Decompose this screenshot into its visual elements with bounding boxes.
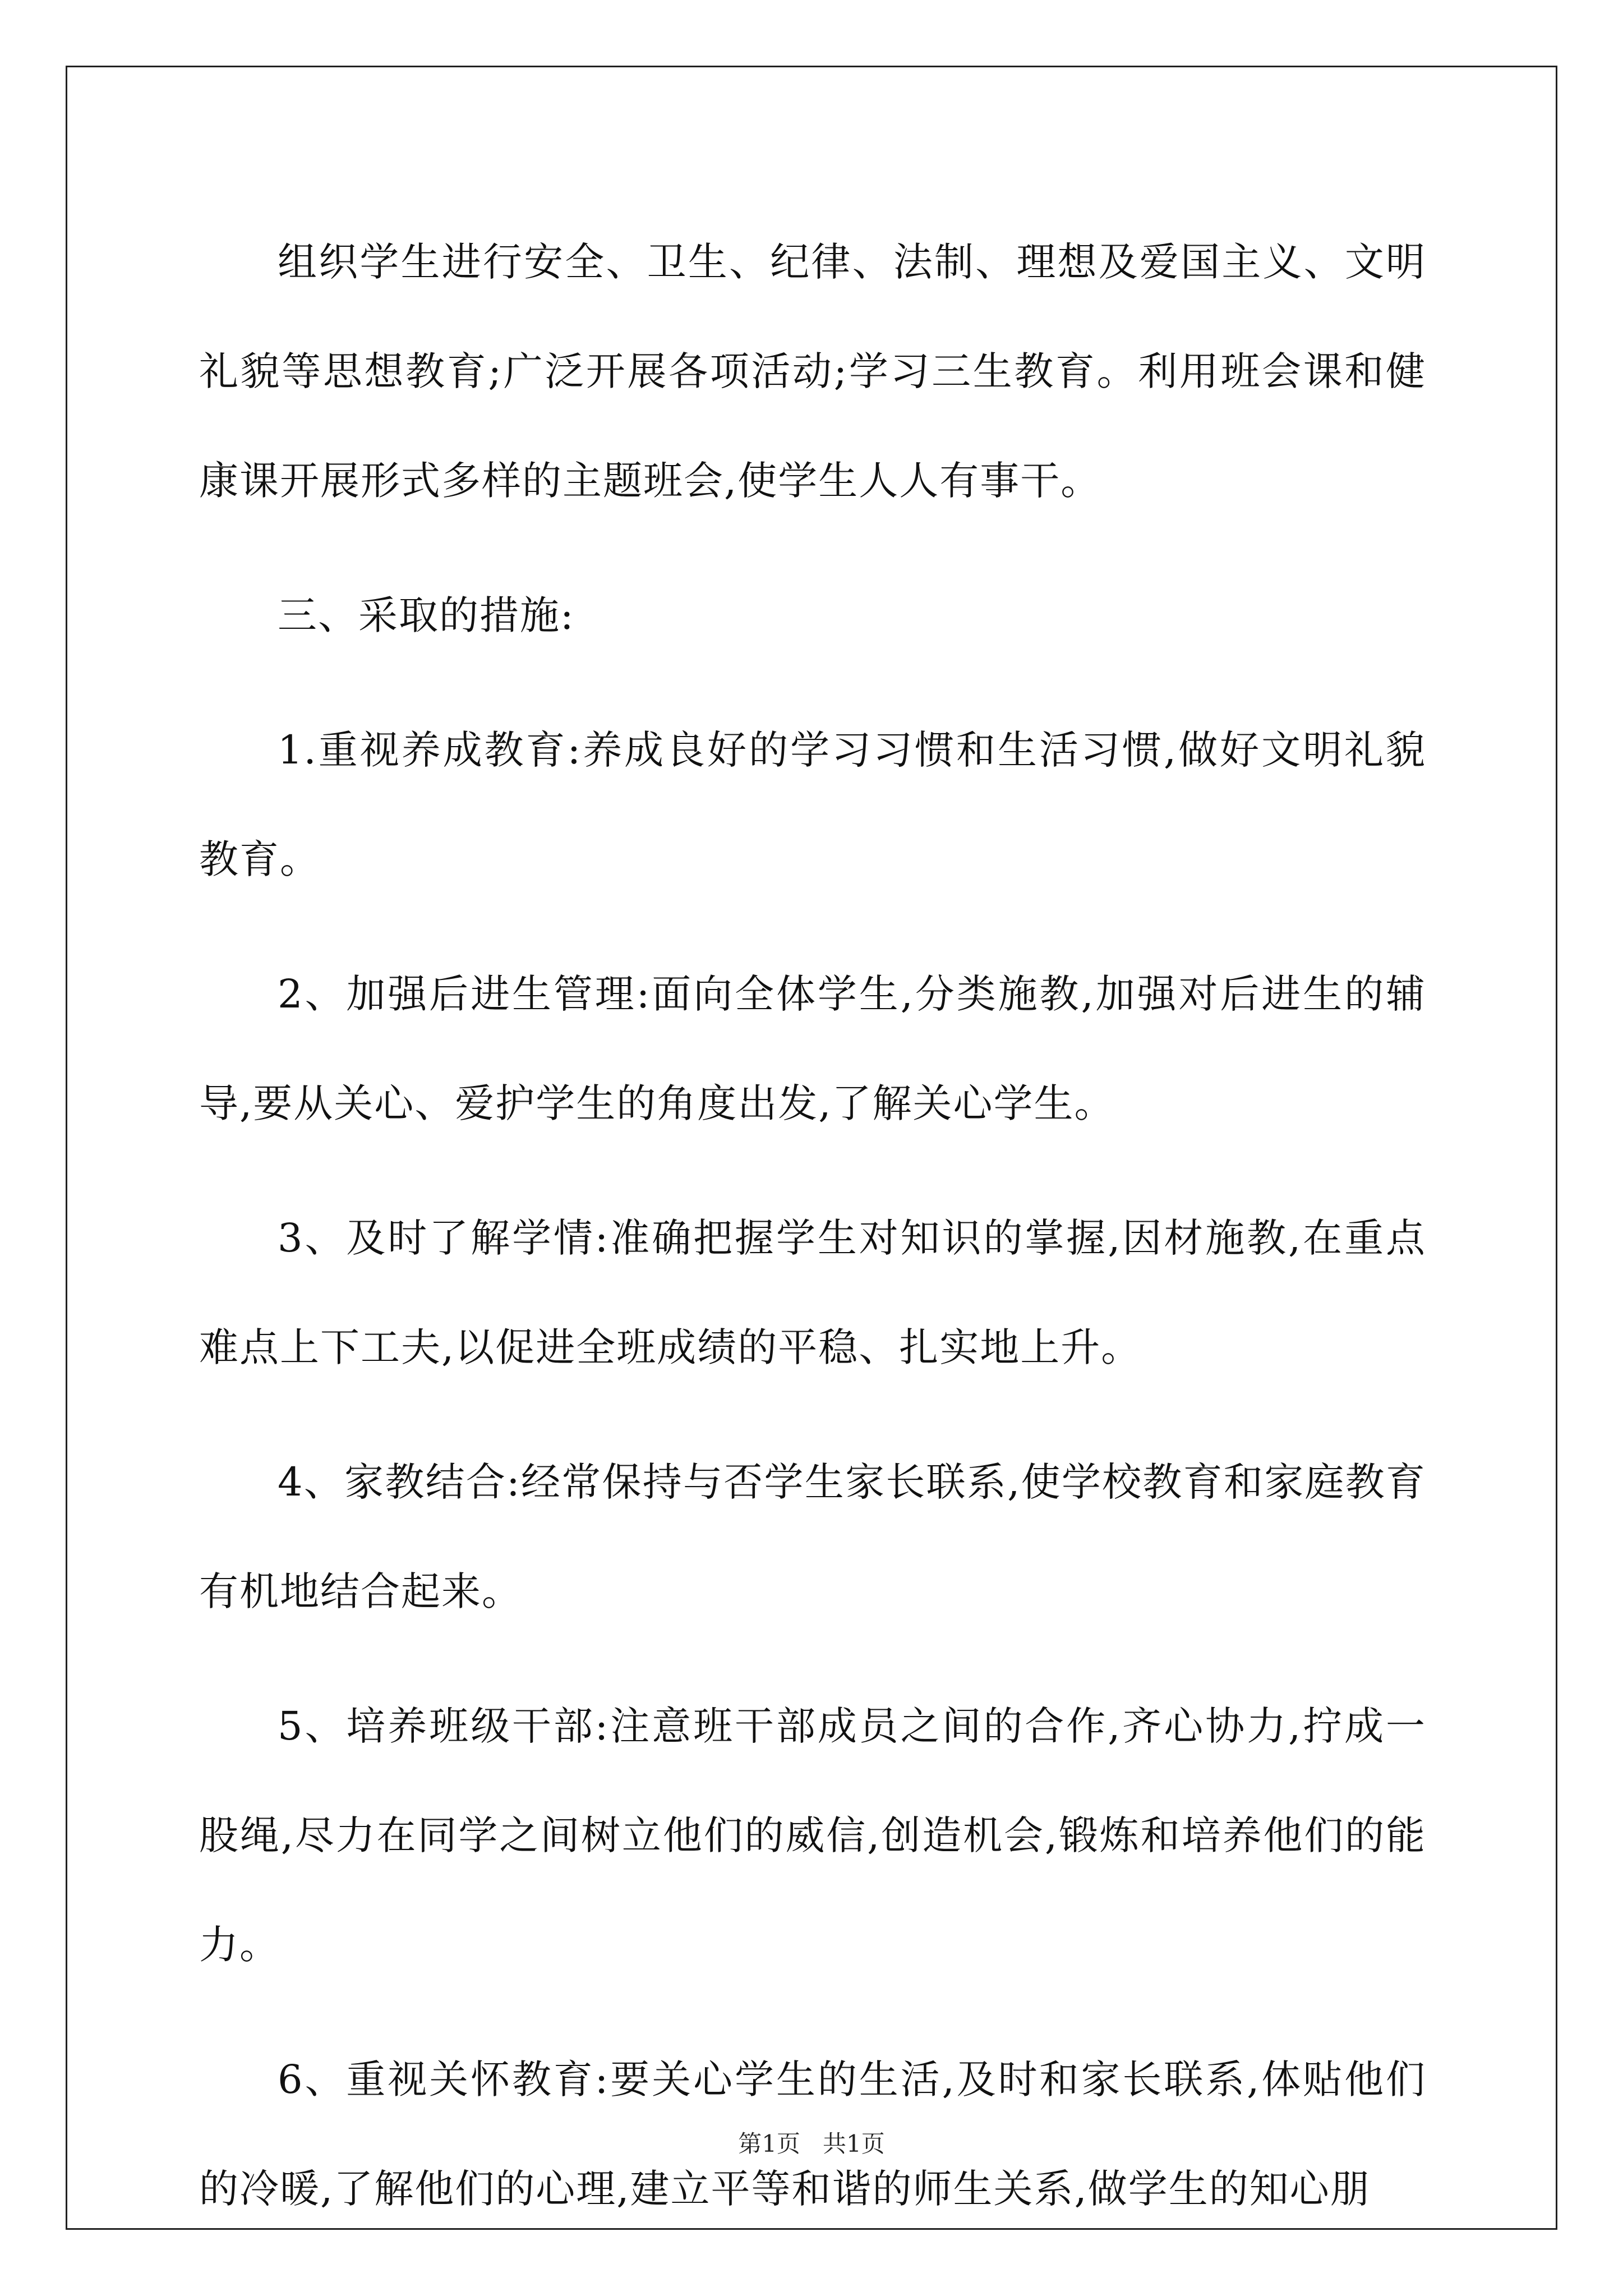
page-number: 第1页 bbox=[738, 2130, 800, 2157]
page-footer bbox=[0, 2127, 1623, 2161]
paragraph: 5、培养班级干部:注意班干部成员之间的合作,齐心协力,拧成一股绳,尽力在同学之间树立他们的威信,创造机会,锻炼和培养他们的能力。 bbox=[199, 1703, 1426, 1968]
document-body bbox=[199, 208, 1426, 2269]
paragraph: 6、重视关怀教育:要关心学生的生活,及时和家长联系,体贴他们的冷暖,了解他们的心理,建立平等和谐的师生关系,做学生的知心朋 bbox=[199, 2056, 1426, 2212]
paragraph: 3、及时了解学情:准确把握学生对知识的掌握,因材施教,在重点难点上下工夫,以促进全班成绩的平稳、扎实地上升。 bbox=[199, 1215, 1426, 1370]
page-total: 共1页 bbox=[823, 2130, 885, 2157]
paragraph: 组织学生进行安全、卫生、纪律、法制、理想及爱国主义、文明礼貌等思想教育;广泛开展各项活动;学习三生教育。利用班会课和健康课开展形式多样的主题班会,使学生人人有事干。 bbox=[199, 239, 1426, 504]
paragraph: 2、加强后进生管理:面向全体学生,分类施教,加强对后进生的辅导,要从关心、爱护学生的角度出发,了解关心学生。 bbox=[199, 971, 1426, 1126]
paragraph: 4、家教结合:经常保持与否学生家长联系,使学校教育和家庭教育有机地结合起来。 bbox=[199, 1459, 1426, 1614]
paragraph: 1.重视养成教育:养成良好的学习习惯和生活习惯,做好文明礼貌教育。 bbox=[199, 727, 1426, 882]
section-heading: 三、采取的措施: bbox=[278, 592, 575, 638]
